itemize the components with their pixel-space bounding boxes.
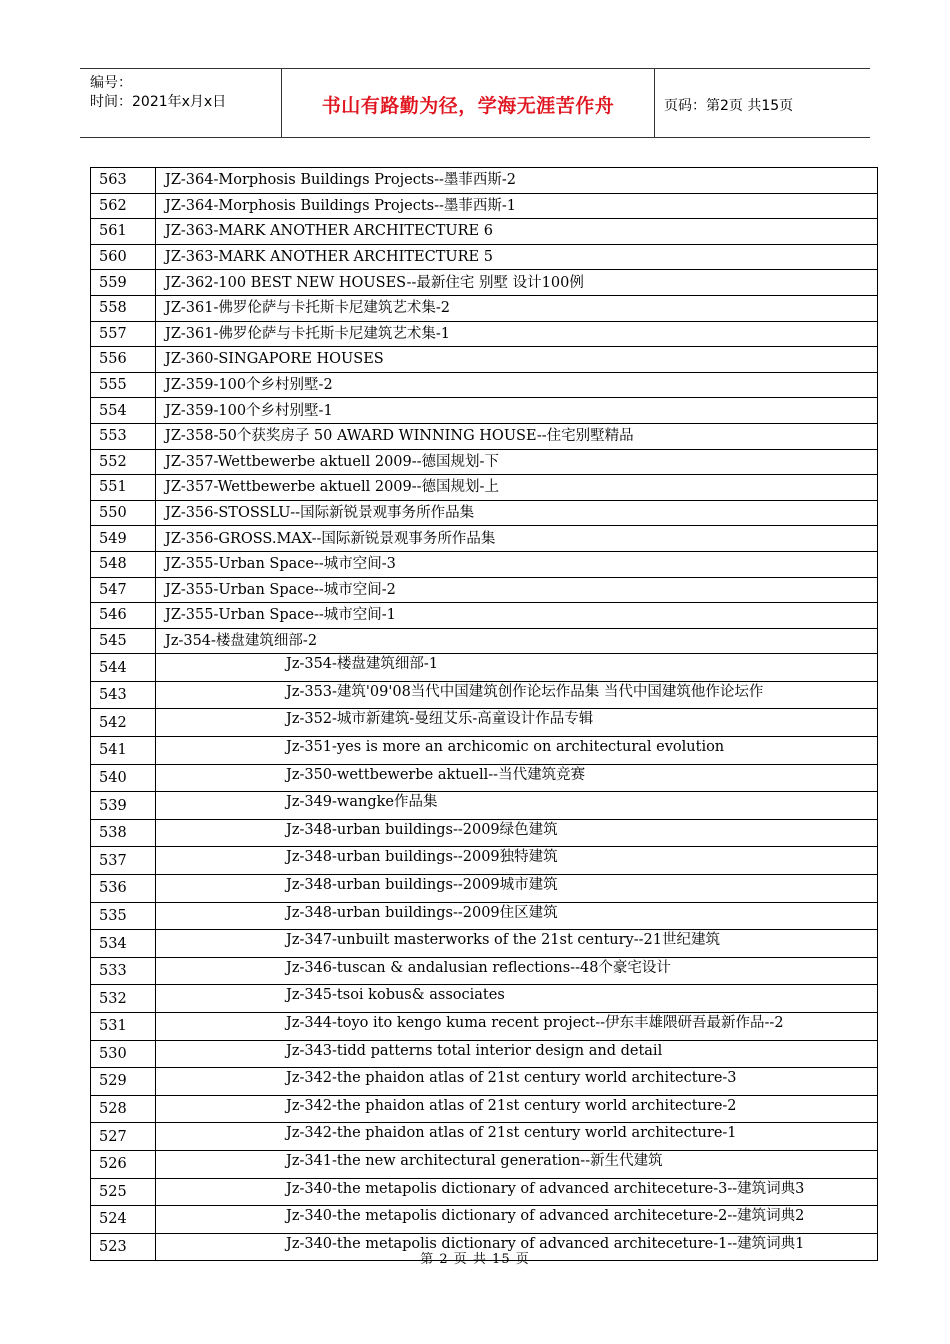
row-number: 548 [91, 551, 156, 577]
row-number: 553 [91, 423, 156, 449]
table-row [91, 423, 878, 449]
table-row [91, 737, 878, 765]
table-row [91, 957, 878, 985]
row-number: 535 [91, 902, 156, 930]
table-row [91, 244, 878, 270]
row-number: 538 [91, 819, 156, 847]
row-title: JZ-359-100个乡村别墅-2 [156, 372, 878, 398]
row-number: 536 [91, 875, 156, 903]
header-info-cell [80, 69, 282, 137]
row-number: 544 [91, 654, 156, 682]
row-title: Jz-348-urban buildings--2009绿色建筑 [156, 819, 878, 847]
row-number: 551 [91, 475, 156, 501]
table-row [91, 219, 878, 245]
row-title: JZ-355-Urban Space--城市空间-3 [156, 551, 878, 577]
table-row [91, 372, 878, 398]
row-number: 532 [91, 985, 156, 1013]
table-row [91, 875, 878, 903]
row-title: JZ-358-50个获奖房子 50 AWARD WINNING HOUSE--住宅别墅精品 [156, 423, 878, 449]
row-title: Jz-344-toyo ito kengo kuma recent project--伊东丰雄隈研吾最新作品--2 [156, 1013, 878, 1041]
row-title: JZ-363-MARK ANOTHER ARCHITECTURE 6 [156, 219, 878, 245]
row-title: Jz-348-urban buildings--2009独特建筑 [156, 847, 878, 875]
row-title: JZ-362-100 BEST NEW HOUSES--最新住宅 别墅 设计100例 [156, 270, 878, 296]
table-row [91, 270, 878, 296]
row-title: Jz-340-the metapolis dictionary of advanced architeceture-2--建筑词典2 [156, 1206, 878, 1234]
row-number: 525 [91, 1178, 156, 1206]
row-number: 539 [91, 792, 156, 820]
table-row [91, 1150, 878, 1178]
table-row [91, 347, 878, 373]
row-title: Jz-346-tuscan & andalusian reflections--48个豪宅设计 [156, 957, 878, 985]
row-number: 523 [91, 1233, 156, 1261]
table-row [91, 985, 878, 1013]
header-page-cell [655, 69, 870, 137]
row-title: JZ-359-100个乡村别墅-1 [156, 398, 878, 424]
table-row [91, 654, 878, 682]
row-number: 547 [91, 577, 156, 603]
table-row [91, 526, 878, 552]
table-row [91, 902, 878, 930]
table-row [91, 709, 878, 737]
table-row [91, 681, 878, 709]
row-title: JZ-355-Urban Space--城市空间-2 [156, 577, 878, 603]
row-number: 558 [91, 295, 156, 321]
row-number: 545 [91, 628, 156, 654]
row-number: 555 [91, 372, 156, 398]
table-row [91, 295, 878, 321]
row-title: Jz-340-the metapolis dictionary of advanced architeceture-1--建筑词典1 [156, 1233, 878, 1261]
row-number: 531 [91, 1013, 156, 1041]
table-row [91, 764, 878, 792]
table-row [91, 475, 878, 501]
motto: 书山有路勤为径，学海无涯苦作舟 [321, 95, 615, 117]
row-number: 549 [91, 526, 156, 552]
row-number: 527 [91, 1123, 156, 1151]
table-row [91, 398, 878, 424]
table-row [91, 1013, 878, 1041]
page-header [80, 68, 870, 138]
row-number: 559 [91, 270, 156, 296]
row-title: Jz-350-wettbewerbe aktuell--当代建筑竞赛 [156, 764, 878, 792]
row-number: 529 [91, 1068, 156, 1096]
row-number: 528 [91, 1095, 156, 1123]
table-row [91, 628, 878, 654]
row-number: 534 [91, 930, 156, 958]
row-title: JZ-361-佛罗伦萨与卡托斯卡尼建筑艺术集-2 [156, 295, 878, 321]
row-title: JZ-363-MARK ANOTHER ARCHITECTURE 5 [156, 244, 878, 270]
table-row [91, 1095, 878, 1123]
row-title: Jz-353-建筑'09'08当代中国建筑创作论坛作品集 当代中国建筑他作论坛作 [156, 681, 878, 709]
header-motto-cell [282, 69, 655, 137]
row-title: Jz-342-the phaidon atlas of 21st century world architecture-1 [156, 1123, 878, 1151]
row-title: JZ-357-Wettbewerbe aktuell 2009--德国规划-下 [156, 449, 878, 475]
table-row [91, 168, 878, 194]
row-title: Jz-341-the new architectural generation--新生代建筑 [156, 1150, 878, 1178]
row-title: Jz-342-the phaidon atlas of 21st century world architecture-2 [156, 1095, 878, 1123]
row-title: Jz-343-tidd patterns total interior design and detail [156, 1040, 878, 1068]
table-row [91, 321, 878, 347]
row-title: Jz-347-unbuilt masterworks of the 21st century--21世纪建筑 [156, 930, 878, 958]
table-row [91, 819, 878, 847]
catalog-table-body [91, 168, 878, 1261]
row-title: Jz-348-urban buildings--2009城市建筑 [156, 875, 878, 903]
row-number: 557 [91, 321, 156, 347]
row-title: Jz-354-楼盘建筑细部-1 [156, 654, 878, 682]
row-number: 562 [91, 193, 156, 219]
row-number: 537 [91, 847, 156, 875]
table-row [91, 551, 878, 577]
catalog-table [90, 167, 878, 1261]
row-number: 526 [91, 1150, 156, 1178]
table-row [91, 1068, 878, 1096]
row-title: JZ-357-Wettbewerbe aktuell 2009--德国规划-上 [156, 475, 878, 501]
table-row [91, 792, 878, 820]
table-row [91, 577, 878, 603]
row-title: JZ-360-SINGAPORE HOUSES [156, 347, 878, 373]
row-title: JZ-355-Urban Space--城市空间-1 [156, 603, 878, 629]
table-row [91, 930, 878, 958]
row-title: Jz-349-wangke作品集 [156, 792, 878, 820]
row-title: JZ-356-GROSS.MAX--国际新锐景观事务所作品集 [156, 526, 878, 552]
row-number: 554 [91, 398, 156, 424]
page-footer: 第 2 页 共 15 页 [420, 1252, 530, 1267]
table-row [91, 847, 878, 875]
row-number: 533 [91, 957, 156, 985]
row-number: 556 [91, 347, 156, 373]
table-row [91, 1178, 878, 1206]
row-title: Jz-345-tsoi kobus& associates [156, 985, 878, 1013]
row-number: 530 [91, 1040, 156, 1068]
row-number: 560 [91, 244, 156, 270]
time-label: 时间：2021年x月x日 [90, 94, 227, 110]
row-number: 552 [91, 449, 156, 475]
row-title: Jz-354-楼盘建筑细部-2 [156, 628, 878, 654]
table-row [91, 603, 878, 629]
row-number: 550 [91, 500, 156, 526]
row-title: JZ-364-Morphosis Buildings Projects--墨菲西斯-2 [156, 168, 878, 194]
row-title: JZ-356-STOSSLU--国际新锐景观事务所作品集 [156, 500, 878, 526]
row-title: JZ-361-佛罗伦萨与卡托斯卡尼建筑艺术集-1 [156, 321, 878, 347]
row-title: Jz-340-the metapolis dictionary of advanced architeceture-3--建筑词典3 [156, 1178, 878, 1206]
table-row [91, 500, 878, 526]
row-title: JZ-364-Morphosis Buildings Projects--墨菲西斯-1 [156, 193, 878, 219]
table-row [91, 449, 878, 475]
row-number: 561 [91, 219, 156, 245]
row-number: 543 [91, 681, 156, 709]
row-number: 541 [91, 737, 156, 765]
row-title: Jz-352-城市新建筑-曼纽艾乐-高童设计作品专辑 [156, 709, 878, 737]
row-number: 542 [91, 709, 156, 737]
row-title: Jz-351-yes is more an archicomic on architectural evolution [156, 737, 878, 765]
code-label: 编号： [90, 75, 132, 91]
row-number: 524 [91, 1206, 156, 1234]
row-number: 546 [91, 603, 156, 629]
table-row [91, 1040, 878, 1068]
table-row [91, 1123, 878, 1151]
row-title: Jz-348-urban buildings--2009住区建筑 [156, 902, 878, 930]
table-row [91, 193, 878, 219]
page-number-label: 页码：第2页 共15页 [664, 98, 794, 114]
row-number: 563 [91, 168, 156, 194]
row-title: Jz-342-the phaidon atlas of 21st century world architecture-3 [156, 1068, 878, 1096]
table-row [91, 1206, 878, 1234]
row-number: 540 [91, 764, 156, 792]
